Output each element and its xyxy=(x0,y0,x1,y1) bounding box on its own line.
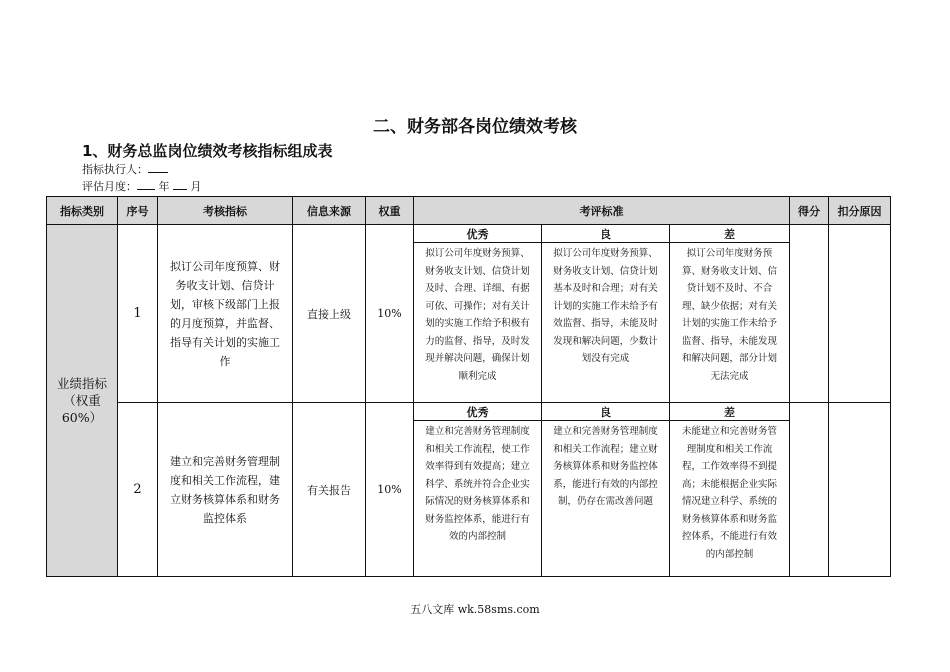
row-2-level-excellent: 优秀 xyxy=(414,403,542,421)
kpi-table xyxy=(46,196,891,577)
row-1-no: 1 xyxy=(118,225,158,403)
header-score: 得分 xyxy=(790,197,829,225)
row-1-indicator: 拟订公司年度预算、财务收支计划、信贷计划，审核下级部门上报的月度预算，并监督、指导有关计划的实施工作 xyxy=(158,225,293,403)
period-year-blank xyxy=(137,179,155,190)
row-1-reason[interactable] xyxy=(829,225,891,403)
section-title: 二、财务部各岗位绩效考核 xyxy=(373,117,577,137)
header-indicator: 考核指标 xyxy=(158,197,293,225)
row-2-weight: 10% xyxy=(366,403,414,577)
footer-watermark: 五八文库 wk.58sms.com xyxy=(410,603,540,616)
category-cell: 业绩指标（权重60%） xyxy=(47,225,118,577)
period-year-label: 年 xyxy=(158,180,170,193)
period-month-label: 月 xyxy=(190,180,202,193)
header-weight: 权重 xyxy=(366,197,414,225)
row-1-poor-criteria: 拟订公司年度财务预算、财务收支计划、信贷计划不及时、不合理、缺少依据；对有关计划的实施工作未给予监督、指导，未能发现和解决问题，部分计划无法完成 xyxy=(670,243,790,403)
executor-label: 指标执行人： xyxy=(82,163,148,176)
row-1-level-poor: 差 xyxy=(670,225,790,243)
period-month-blank xyxy=(173,179,187,190)
row-2-level-poor: 差 xyxy=(670,403,790,421)
row-2-level-good: 良 xyxy=(542,403,670,421)
period-label: 评估月度： xyxy=(82,180,137,193)
header-criteria: 考评标准 xyxy=(414,197,790,225)
row-1-good-criteria: 拟订公司年度财务预算、财务收支计划、信贷计划基本及时和合理；对有关计划的实施工作未给予有效监督、指导，未能及时发现和解决问题，少数计划没有完成 xyxy=(542,243,670,403)
header-no: 序号 xyxy=(118,197,158,225)
row-2-score[interactable] xyxy=(790,403,829,577)
row-2-source: 有关报告 xyxy=(293,403,366,577)
table-title: 1、财务总监岗位绩效考核指标组成表 xyxy=(82,142,333,160)
executor-blank xyxy=(148,162,168,173)
row-2-excellent-criteria: 建立和完善财务管理制度和相关工作流程，使工作效率得到有效提高；建立科学、系统并符合企业实际情况的财务核算体系和财务监控体系，能进行有效的内部控制 xyxy=(414,421,542,577)
row-1-excellent-criteria: 拟订公司年度财务预算、财务收支计划、信贷计划及时、合理、详细、有据可依、可操作；对有关计划的实施工作给予积极有力的监督、指导，及时发现并解决问题，确保计划顺利完成 xyxy=(414,243,542,403)
header-category: 指标类别 xyxy=(47,197,118,225)
row-1-source: 直接上级 xyxy=(293,225,366,403)
row-1-level-excellent: 优秀 xyxy=(414,225,542,243)
row-1-level-good: 良 xyxy=(542,225,670,243)
header-reason: 扣分原因 xyxy=(829,197,891,225)
executor-line xyxy=(82,161,168,177)
row-2-indicator: 建立和完善财务管理制度和相关工作流程，建立财务核算体系和财务监控体系 xyxy=(158,403,293,577)
header-source: 信息来源 xyxy=(293,197,366,225)
period-line xyxy=(82,178,202,194)
row-2-no: 2 xyxy=(118,403,158,577)
row-2-poor-criteria: 未能建立和完善财务管理制度和相关工作流程，工作效率得不到提高；未能根据企业实际情况建立科学、系统的财务核算体系和财务监控体系，不能进行有效的内部控制 xyxy=(670,421,790,577)
row-1-weight: 10% xyxy=(366,225,414,403)
row-2-good-criteria: 建立和完善财务管理制度和相关工作流程；建立财务核算体系和财务监控体系，能进行有效的内部控制，仍存在需改善问题 xyxy=(542,421,670,577)
row-2-reason[interactable] xyxy=(829,403,891,577)
row-1-score[interactable] xyxy=(790,225,829,403)
